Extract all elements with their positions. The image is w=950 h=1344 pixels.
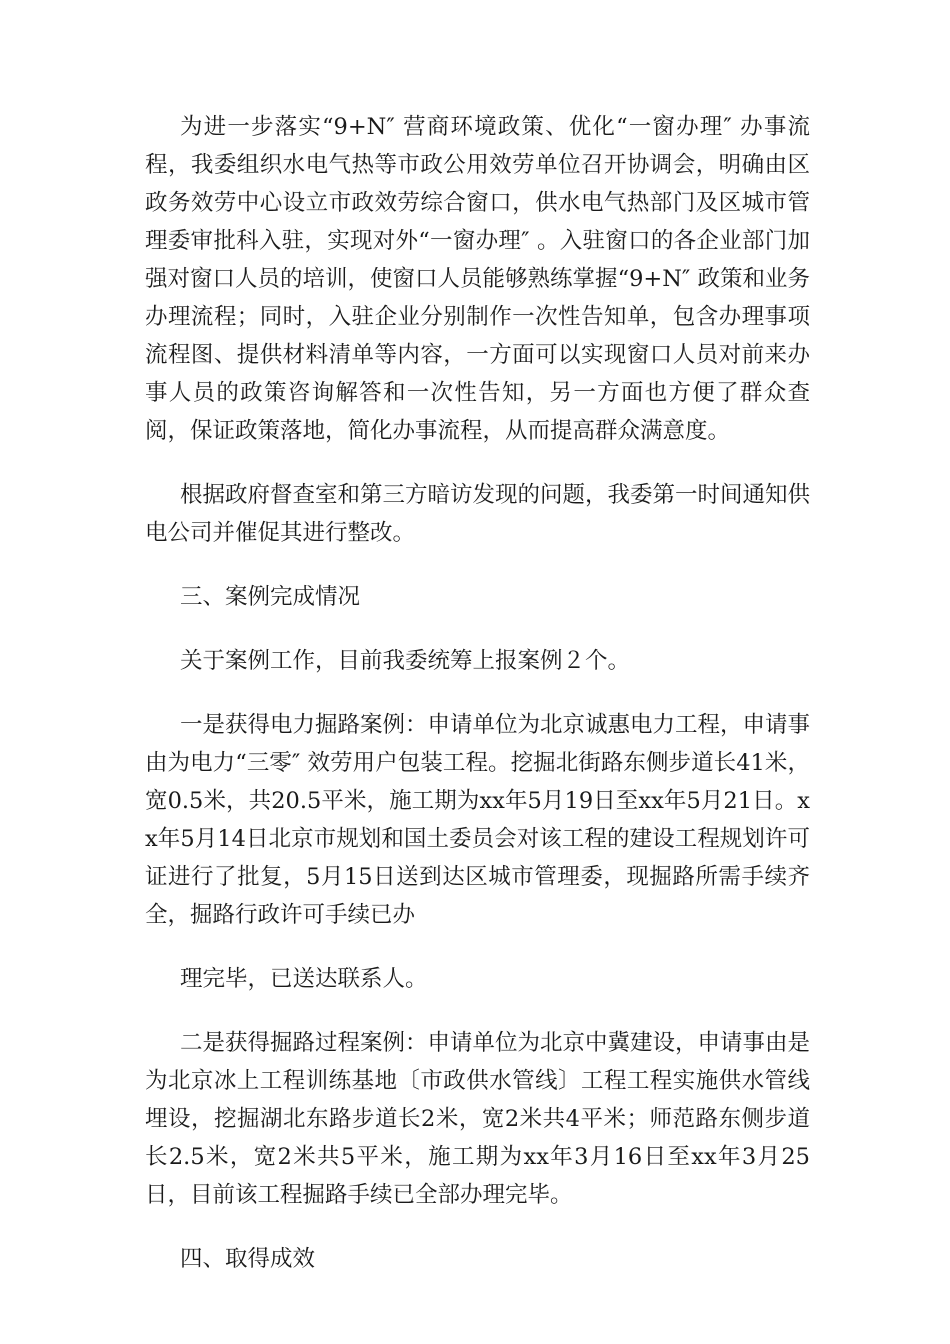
paragraph-case-one: 一是获得电力掘路案例：申请单位为北京诚惠电力工程，申请事由为电力“三零″ 效劳用户包装工程。挖掘北街路东侧步道长41米，宽0.5米，共20.5平米，施工期为xx年5月19日至xx年5月21日。xx年5月14日北京市规划和国土委员会对该工程的建设工程规划许可证进行了批复，5月15日送到达区城市管理委，现掘路所需手续齐全，掘路行政许可手续已办 bbox=[145, 712, 811, 928]
document-body bbox=[145, 108, 810, 1304]
paragraph-case-two: 二是获得掘路过程案例：申请单位为北京中冀建设，申请事由是为北京冰上工程训练基地〔市政供水管线〕工程工程实施供水管线埋设，挖掘湖北东路步道长2米，宽2米共4平米；师范路东侧步道长2.5米，宽2米共5平米，施工期为xx年3月16日至xx年3月25日，目前该工程掘路手续已全部办理完毕。 bbox=[145, 1030, 811, 1208]
paragraph-case-summary: 关于案例工作，目前我委统筹上报案例２个。 bbox=[180, 648, 631, 674]
section-heading-results: 四、取得成效 bbox=[180, 1246, 316, 1272]
paragraph-rectification: 根据政府督查室和第三方暗访发现的问题，我委第一时间通知供电公司并催促其进行整改。 bbox=[145, 482, 811, 546]
paragraph-window-service: 为进一步落实“9+N″ 营商环境政策、优化“一窗办理″ 办事流程，我委组织水电气热等市政公用效劳单位召开协调会，明确由区政务效劳中心设立市政效劳综合窗口，供水电气热部门及区城市管理委审批科入驻，实现对外“一窗办理″ 。入驻窗口的各企业部门加强对窗口人员的培训，使窗口人员能够熟练掌握“9+N″ 政策和业务办理流程；同时，入驻企业分别制作一次性告知单，包含办理事项流程图、提供材料清单等内容，一方面可以实现窗口人员对前来办事人员的政策咨询解答和一次性告知，另一方面也方便了群众查阅，保证政策落地，简化办事流程，从而提高群众满意度。 bbox=[145, 114, 810, 444]
section-heading-case-status: 三、案例完成情况 bbox=[180, 584, 361, 610]
paragraph-case-one-continued: 理完毕，已送达联系人。 bbox=[180, 966, 428, 992]
